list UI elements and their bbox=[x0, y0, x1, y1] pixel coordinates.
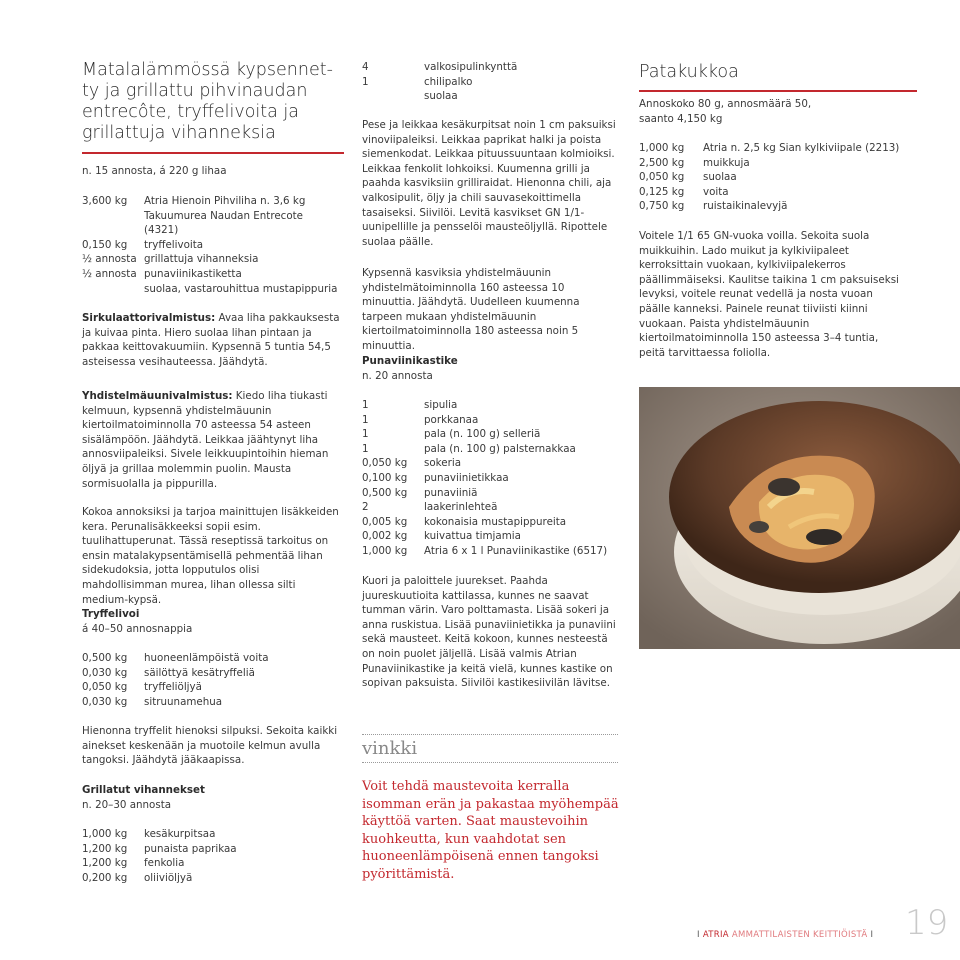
ingredient-quantity: 0,150 kg bbox=[82, 238, 128, 251]
grilled-title: Grillatut vihannekset bbox=[82, 784, 205, 796]
ingredient-row bbox=[82, 856, 344, 871]
ingredient-row bbox=[82, 666, 344, 681]
serving-paragraph: Kokoa annoksiksi ja tarjoa mainittujen lisäkkeiden kera. Perunalisäkkeeksi sopii esim. tuulihattuperunat. Tässä reseptissä tarkoitus on ensin matalakypsentämisellä pehmentää lihan sidekudoksia, jotta lopputulos olisi mahdollisimman murea, lihan ollessa silti medium-kypsä. bbox=[82, 506, 339, 606]
title-rule bbox=[82, 152, 344, 154]
ingredient-name: fenkolia bbox=[144, 857, 185, 870]
title-rule bbox=[639, 90, 917, 92]
ingredient-row bbox=[82, 252, 344, 267]
ingredient-quantity: 1,000 kg bbox=[362, 544, 408, 557]
ingredient-name: suolaa bbox=[424, 90, 458, 103]
ingredient-row bbox=[82, 827, 344, 842]
recipe-title: Matalalämmössä kypsennet- ty ja grillattu pihvinaudan entrecôte, tryffelivoita ja grillattuja vihanneksia bbox=[82, 60, 333, 143]
dish-photo bbox=[639, 387, 960, 649]
ingredient-list-sauce bbox=[362, 398, 618, 559]
ingredient-quantity: 1 bbox=[362, 75, 369, 88]
ingredient-row bbox=[82, 871, 344, 886]
ingredient-quantity: 0,100 kg bbox=[362, 471, 408, 484]
ingredient-name: grillattuja vihanneksia bbox=[144, 253, 259, 266]
ingredient-name: punaista paprikaa bbox=[144, 842, 237, 855]
ingredient-row bbox=[639, 141, 909, 156]
ingredient-row bbox=[82, 651, 344, 666]
ingredient-quantity: 3,600 kg bbox=[82, 195, 128, 207]
ingredient-list-patakukko bbox=[639, 141, 909, 214]
sirkulaattori-paragraph bbox=[82, 311, 344, 369]
ingredient-row bbox=[362, 456, 618, 471]
footer-bar: I bbox=[697, 930, 703, 940]
ingredient-quantity: 0,050 kg bbox=[639, 171, 685, 184]
ingredient-name: Atria Hienoin Pihviliha n. 3,6 kg Takuumurea Naudan Entrecote (4321) bbox=[144, 195, 306, 237]
ingredient-quantity: 1 bbox=[362, 399, 369, 411]
patakukko-image bbox=[639, 387, 960, 649]
ingredient-row bbox=[639, 199, 909, 214]
ingredient-name: oliiviöljyä bbox=[144, 871, 193, 884]
ingredient-name: kesäkurpitsaa bbox=[144, 828, 216, 840]
ingredient-quantity: 1 bbox=[362, 442, 369, 455]
ingredient-name: suolaa bbox=[703, 171, 737, 184]
ingredient-row bbox=[82, 842, 344, 857]
ingredient-name: Atria 6 x 1 l Punaviinikastike (6517) bbox=[424, 544, 608, 557]
sauce-serves: n. 20 annosta bbox=[362, 370, 433, 382]
ingredient-row bbox=[639, 156, 909, 171]
ingredient-name: ruistaikinalevyjä bbox=[703, 200, 788, 213]
paragraph-lead: Yhdistelmäuunivalmistus: bbox=[82, 390, 233, 402]
ingredient-quantity bbox=[82, 282, 144, 297]
ingredient-row bbox=[362, 500, 618, 515]
tryffeli-paragraph: Hienonna tryffelit hienoksi silpuksi. Sekoita kaikki ainekset keskenään ja muotoile kelmun avulla tangoksi. Jäähdytä jääkaapissa. bbox=[82, 725, 338, 767]
ingredient-name: muikkuja bbox=[703, 156, 750, 169]
ingredient-row bbox=[82, 282, 344, 297]
recipe-title-patakukko: Patakukkoa bbox=[639, 62, 739, 82]
patakukko-paragraph: Voitele 1/1 65 GN-vuoka voilla. Sekoita suola muikkuihin. Lado muikut ja kylkiviipaleet kerroksittain vuokaan, kylkiviipalekerros päällimmäiseksi. Kaulitse taikina 1 cm paksuiseksi levyksi, voitele reunat vedellä ja nosta vuoan päälle kanneksi. Painele reunat tiiviisti kiinni vuokaan. Paista yhdistelmäuunin kiertoilmatoiminnolla 150 asteessa 3–4 tuntia, peitä tarvittaessa foliolla. bbox=[639, 230, 899, 359]
page-footer bbox=[697, 930, 873, 940]
ingredient-quantity: 0,200 kg bbox=[82, 871, 128, 884]
paragraph-lead: Sirkulaattorivalmistus: bbox=[82, 312, 216, 324]
grill-paragraph: Pese ja leikkaa kesäkurpitsat noin 1 cm paksuiksi vinoviipaleiksi. Leikkaa paprikat halki ja poista siemenkodat. Leikkaa pituussuuntaan kolmioiksi. Leikkaa fenkolit lohkoiksi. Kuumenna grilli ja paahda kasviksiin grilliraidat. Hienonna chili, aja valkosipulit, öljy ja chili sauvasekoittimella tasaiseksi. Siivilöi. Levitä kasvikset GN 1/1-uunipellille ja pensselöi mausteöljyllä. Ripottele suolaa päälle. bbox=[362, 119, 616, 248]
ingredient-name: porkkanaa bbox=[424, 413, 479, 426]
ingredient-list-grilled bbox=[82, 827, 344, 885]
ingredient-quantity: 1 bbox=[362, 413, 369, 426]
ingredient-name: kuivattua timjamia bbox=[424, 530, 521, 543]
ingredient-list-main bbox=[82, 194, 344, 296]
ingredient-name: tryffeliöljyä bbox=[144, 681, 202, 694]
ingredient-quantity: 0,050 kg bbox=[362, 457, 408, 470]
tryffeli-serves: á 40–50 annosnappia bbox=[82, 623, 193, 635]
ingredient-row bbox=[362, 515, 618, 530]
ingredient-name: pala (n. 100 g) palsternakkaa bbox=[424, 442, 576, 455]
tip-heading: vinkki bbox=[362, 738, 418, 759]
footer-brand: ATRIA bbox=[702, 930, 729, 940]
ingredient-name: huoneenlämpöistä voita bbox=[144, 652, 269, 664]
ingredient-row bbox=[82, 695, 344, 710]
ingredient-row bbox=[362, 529, 618, 544]
ingredient-quantity: 0,125 kg bbox=[639, 185, 685, 198]
ingredient-row bbox=[362, 486, 618, 501]
ingredient-quantity: 0,050 kg bbox=[82, 681, 128, 694]
ingredient-name: kokonaisia mustapippureita bbox=[424, 515, 567, 528]
ingredient-name: laakerinlehteä bbox=[424, 501, 498, 514]
paragraph-text: Avaa liha pakkauksesta ja kuivaa pinta. Hiero suolaa lihan pintaan ja pakkaa keittovakuumiin. Kypsennä 5 tuntia 54,5 asteisessa vesihauteessa. Jäähdytä. bbox=[82, 312, 340, 368]
ingredient-row bbox=[362, 544, 618, 559]
ingredient-quantity: 0,750 kg bbox=[639, 200, 685, 213]
ingredient-row bbox=[82, 267, 344, 282]
ingredient-name: punaviiniä bbox=[424, 486, 478, 499]
ingredient-name: sitruunamehua bbox=[144, 695, 223, 708]
ingredient-name: suolaa, vastarouhittua mustapippuria bbox=[144, 282, 338, 295]
ingredient-name: sipulia bbox=[424, 399, 458, 411]
ingredient-quantity: 0,030 kg bbox=[82, 666, 128, 679]
ingredient-name: pala (n. 100 g) selleriä bbox=[424, 428, 541, 441]
ingredient-quantity: 0,005 kg bbox=[362, 515, 408, 528]
ingredient-list-tryffeli bbox=[82, 651, 344, 709]
footer-bar: I bbox=[870, 930, 874, 940]
ingredient-quantity: 1,000 kg bbox=[82, 828, 128, 840]
ingredient-list-spice bbox=[362, 60, 618, 104]
ingredient-quantity: 0,030 kg bbox=[82, 695, 128, 708]
ingredient-name: chilipalko bbox=[424, 75, 473, 88]
ingredient-quantity: ½ annosta bbox=[82, 267, 137, 280]
oven-paragraph: Kypsennä kasviksia yhdistelmäuunin yhdistelmätoiminnolla 160 asteessa 10 minuuttia. Jäähdytä. Uudelleen kuumenna tarpeen mukaan yhdistelmäuunin kiertoilmatoiminnolla 180 asteessa noin 5 minuuttia. bbox=[362, 267, 580, 352]
ingredient-name: tryffelivoita bbox=[144, 238, 204, 251]
page-number: 19 bbox=[905, 903, 949, 943]
ingredient-quantity: 0,500 kg bbox=[82, 652, 128, 664]
ingredient-row bbox=[362, 75, 618, 90]
ingredient-quantity: 1,000 kg bbox=[639, 142, 685, 154]
ingredient-name: punaviinikastiketta bbox=[144, 267, 242, 280]
ingredient-name: säilöttyä kesätryffeliä bbox=[144, 666, 255, 679]
tryffeli-title: Tryffelivoi bbox=[82, 608, 140, 620]
ingredient-name: Atria n. 2,5 kg Sian kylkiviipale (2213) bbox=[703, 142, 900, 154]
ingredient-quantity: 0,500 kg bbox=[362, 486, 408, 499]
ingredient-row bbox=[82, 194, 344, 238]
footer-subtitle: AMMATTILAISTEN KEITTIÖISTÄ bbox=[731, 930, 868, 940]
tip-text: Voit tehdä maustevoita kerralla isomman erän ja pakastaa myöhempää käyttöä varten. Saat maustevoihin kuohkeutta, kun vaahdotat sen huoneenlämpöisenä ennen tangoksi pyörittämistä. bbox=[362, 779, 619, 882]
ingredient-row bbox=[362, 427, 618, 442]
ingredient-name: voita bbox=[703, 185, 729, 198]
recipe-serves: n. 15 annosta, á 220 g lihaa bbox=[82, 165, 227, 177]
yhdistelma-paragraph bbox=[82, 389, 344, 491]
ingredient-row bbox=[362, 398, 618, 413]
ingredient-quantity: 1 bbox=[362, 428, 369, 441]
sauce-title: Punaviinikastike bbox=[362, 355, 458, 367]
ingredient-quantity: 2,500 kg bbox=[639, 156, 685, 169]
ingredient-row bbox=[362, 442, 618, 457]
ingredient-quantity: 2 bbox=[362, 501, 369, 514]
paragraph-text: Kiedo liha tiukasti kelmuun, kypsennä yhdistelmäuunin kiertoilmatoiminnolla 70 asteessa 54 asteen sisälämpöön. Jäähdytä. Leikkaa jäähtynyt liha annosviipaleiksi. Sivele leikkuupintoihin hieman öljyä ja grillaa molemmin puolin. Mausta sormisuolalla ja pippurilla. bbox=[82, 390, 329, 490]
ingredient-quantity bbox=[362, 89, 424, 104]
ingredient-row bbox=[362, 60, 618, 75]
grilled-serves: n. 20–30 annosta bbox=[82, 799, 172, 811]
ingredient-row bbox=[362, 89, 618, 104]
ingredient-row bbox=[362, 471, 618, 486]
ingredient-row bbox=[82, 238, 344, 253]
recipe-serves: Annoskoko 80 g, annosmäärä 50, saanto 4,150 kg bbox=[639, 98, 812, 125]
ingredient-quantity: 1,200 kg bbox=[82, 857, 128, 870]
ingredient-quantity: 0,002 kg bbox=[362, 530, 408, 543]
sauce-paragraph: Kuori ja paloittele juurekset. Paahda juureskuutioita kattilassa, kunnes ne saavat tumman värin. Varo polttamasta. Lisää sokeri ja anna ruskistua. Lisää punaviinietikka ja punaviini sekä mausteet. Keitä kokoon, kunnes nesteestä on noin puolet jäljellä. Lisää valmis Atrian Punaviinikastike ja keitä vielä, kunnes kastike on sopivan paksuista. Siivilöi kastikesiivilän lävitse. bbox=[362, 575, 616, 690]
ingredient-quantity: 4 bbox=[362, 61, 369, 73]
ingredient-row bbox=[362, 413, 618, 428]
ingredient-row bbox=[82, 680, 344, 695]
tip-divider-top bbox=[362, 734, 618, 735]
ingredient-quantity: 1,200 kg bbox=[82, 842, 128, 855]
ingredient-name: valkosipulinkynttä bbox=[424, 61, 518, 73]
ingredient-row bbox=[639, 185, 909, 200]
ingredient-name: punaviinietikkaa bbox=[424, 471, 509, 484]
ingredient-name: sokeria bbox=[424, 457, 461, 470]
ingredient-row bbox=[639, 170, 909, 185]
tip-divider-bottom bbox=[362, 762, 618, 763]
ingredient-quantity: ½ annosta bbox=[82, 253, 137, 266]
